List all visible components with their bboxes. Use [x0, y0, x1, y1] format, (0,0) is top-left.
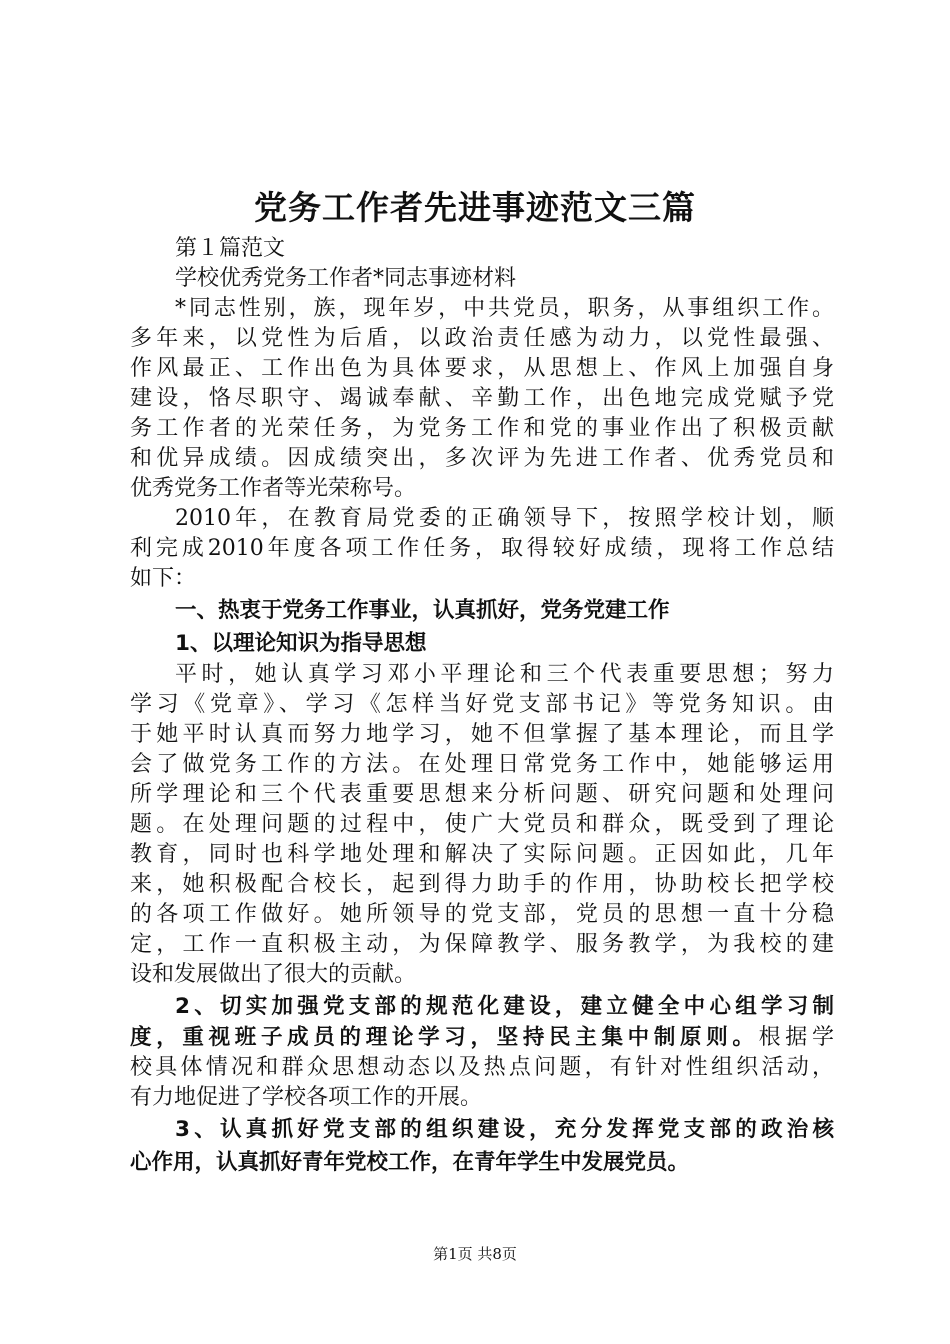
text-line: 和优异成绩。因成绩突出，多次评为先进工作者、优秀党员和 [130, 446, 834, 471]
heading-line: 2、切实加强党支部的规范化建设，建立健全中心组学习制 [175, 994, 834, 1019]
text-line: 来，她积极配合校长，起到得力助手的作用，协助校长把学校 [130, 872, 834, 897]
text-line: 如下： [130, 566, 197, 591]
text-line [130, 1023, 834, 1053]
heading-line: 心作用，认真抓好青年党校工作，在青年学生中发展党员。 [130, 1150, 690, 1175]
bold-segment: 度，重视班子成员的理论学习，坚持民主集中制原则。 [130, 1025, 759, 1050]
text-line: 优秀党务工作者等光荣称号。 [130, 476, 417, 501]
page-footer: 第1页 共8页 [433, 1245, 517, 1263]
text-line: 作风最正、工作出色为具体要求，从思想上、作风上加强自身 [130, 356, 834, 381]
text-line: 于她平时认真而努力地学习，她不但掌握了基本理论，而且学 [130, 722, 834, 747]
text-line: 务工作者的光荣任务，为党务工作和党的事业作出了积极贡献 [130, 416, 834, 441]
heading-line: 一、热衷于党务工作事业，认真抓好，党务党建工作 [175, 598, 670, 623]
text-line: 学习《党章》、学习《怎样当好党支部书记》等党务知识。由 [130, 692, 834, 717]
text-line: 所学理论和三个代表重要思想来分析问题、研究问题和处理问 [130, 782, 834, 807]
text-line: 教育，同时也科学地处理和解决了实际问题。正因如此，几年 [130, 842, 834, 867]
text-line: 设和发展做出了很大的贡献。 [130, 962, 417, 987]
text-line: 利完成2010年度各项工作任务，取得较好成绩，现将工作总结 [130, 536, 834, 561]
text-line: 有力地促进了学校各项工作的开展。 [130, 1085, 483, 1110]
text-line: 会了做党务工作的方法。在处理日常党务工作中，她能够运用 [130, 752, 834, 777]
normal-segment: 根据学 [758, 1025, 834, 1050]
text-line: 的各项工作做好。她所领导的党支部，党员的思想一直十分稳 [130, 902, 834, 927]
text-line: 多年来，以党性为后盾，以政治责任感为动力，以党性最强、 [130, 326, 834, 351]
text-line: 第１篇范文 [175, 236, 286, 261]
heading-line: 3、认真抓好党支部的组织建设，充分发挥党支部的政治核 [175, 1117, 834, 1142]
document-title: 党务工作者先进事迹范文三篇 [254, 188, 696, 227]
text-line: 2010年，在教育局党委的正确领导下，按照学校计划，顺 [175, 506, 834, 531]
text-line: *同志性别，族，现年岁，中共党员，职务，从事组织工作。 [175, 296, 834, 321]
text-line: 学校优秀党务工作者*同志事迹材料 [175, 266, 517, 291]
text-line: 平时，她认真学习邓小平理论和三个代表重要思想；努力 [175, 662, 834, 687]
text-line: 校具体情况和群众思想动态以及热点问题，有针对性组织活动， [130, 1055, 834, 1080]
text-line: 题。在处理问题的过程中，使广大党员和群众，既受到了理论 [130, 812, 834, 837]
text-line: 建设，恪尽职守、竭诚奉献、辛勤工作，出色地完成党赋予党 [130, 386, 834, 411]
heading-line: 1、以理论知识为指导思想 [175, 631, 427, 656]
document-body [130, 234, 834, 1179]
text-line: 定，工作一直积极主动，为保障教学、服务教学，为我校的建 [130, 932, 834, 957]
